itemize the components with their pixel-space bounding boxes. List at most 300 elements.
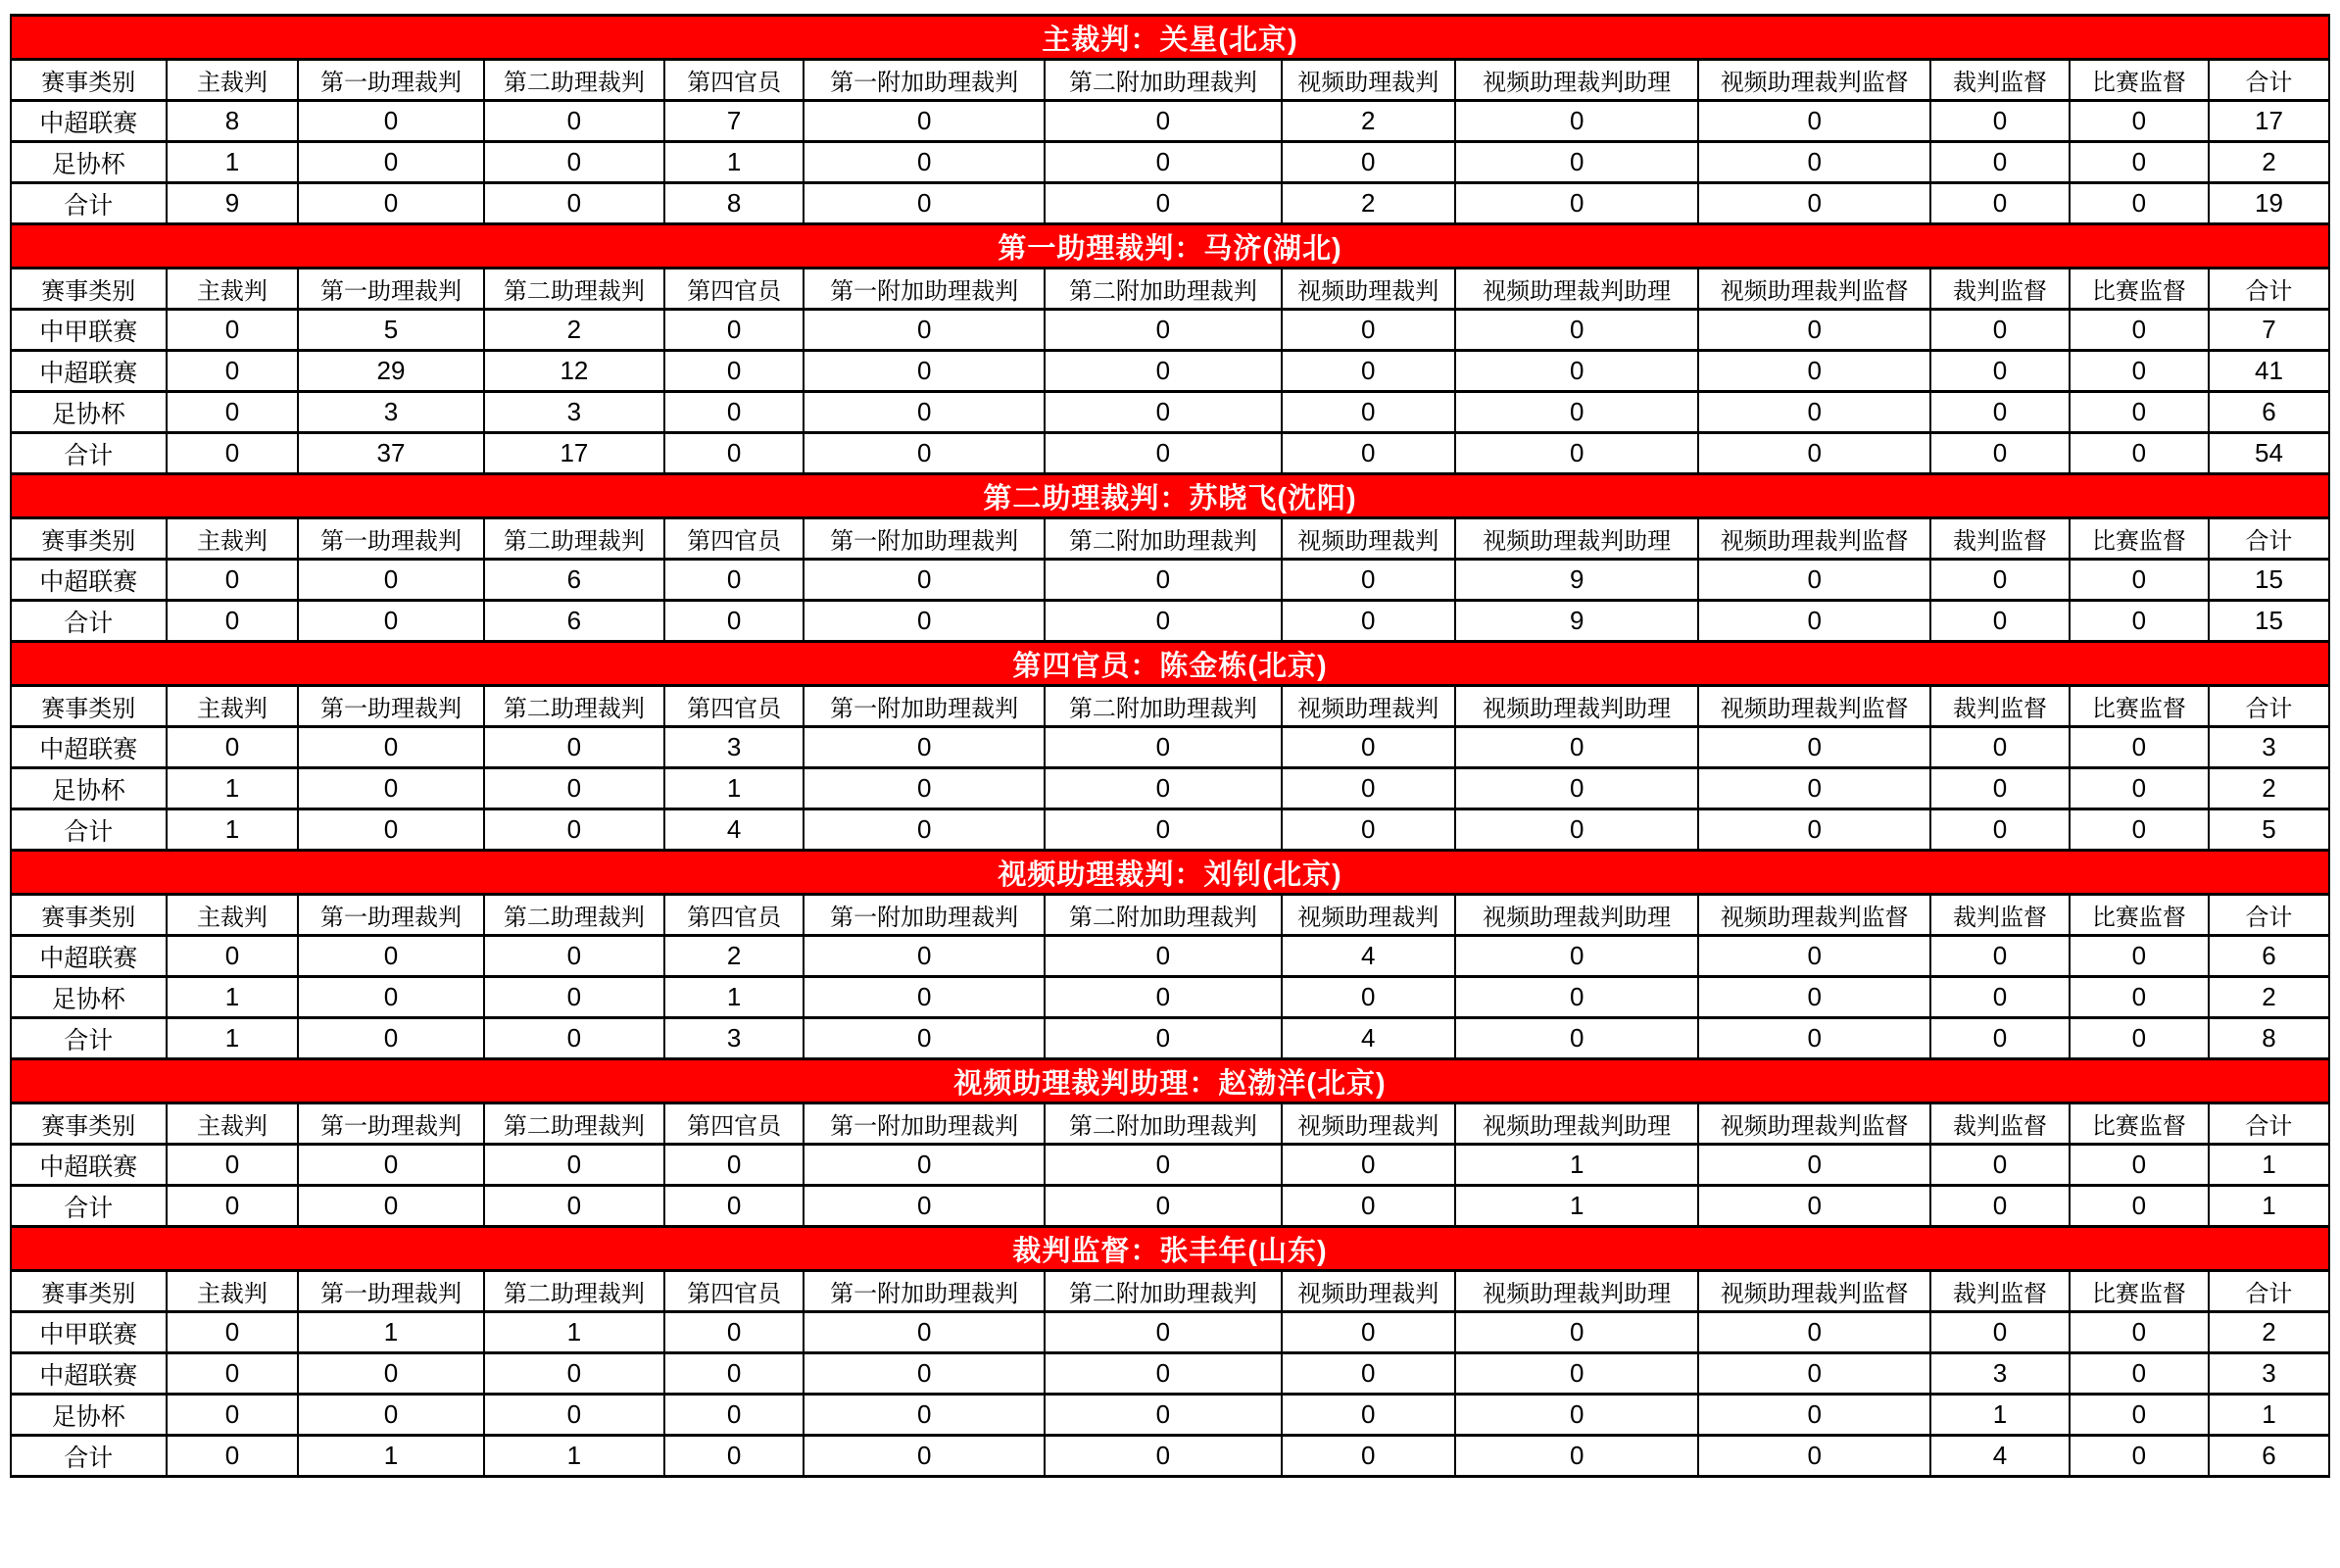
value-cell: 0 xyxy=(804,351,1045,392)
column-header: 视频助理裁判 xyxy=(1282,269,1455,310)
value-cell: 7 xyxy=(664,101,804,142)
value-cell: 3 xyxy=(2209,1353,2329,1395)
column-header: 视频助理裁判 xyxy=(1282,60,1455,101)
value-cell: 17 xyxy=(484,433,665,474)
section-title-row xyxy=(11,1227,2329,1271)
value-cell: 0 xyxy=(1282,310,1455,351)
value-cell: 0 xyxy=(2070,1312,2209,1353)
value-cell: 2 xyxy=(1282,183,1455,224)
value-cell: 0 xyxy=(484,727,665,768)
value-cell: 0 xyxy=(1930,1186,2070,1227)
value-cell: 5 xyxy=(2209,809,2329,851)
category-cell: 足协杯 xyxy=(11,392,167,433)
column-header: 第一附加助理裁判 xyxy=(804,60,1045,101)
value-cell: 0 xyxy=(484,977,665,1018)
value-cell: 0 xyxy=(1045,183,1281,224)
column-header: 赛事类别 xyxy=(11,269,167,310)
value-cell: 0 xyxy=(167,392,299,433)
value-cell: 0 xyxy=(1282,1186,1455,1227)
column-header: 第二附加助理裁判 xyxy=(1045,60,1281,101)
column-header: 比赛监督 xyxy=(2070,686,2209,727)
column-header: 第四官员 xyxy=(664,686,804,727)
category-cell: 中甲联赛 xyxy=(11,1312,167,1353)
value-cell: 0 xyxy=(1930,1018,2070,1059)
column-header: 第二助理裁判 xyxy=(484,269,665,310)
value-cell: 0 xyxy=(298,727,483,768)
value-cell: 0 xyxy=(298,560,483,601)
value-cell: 9 xyxy=(1455,560,1698,601)
column-header: 第二附加助理裁判 xyxy=(1045,1271,1281,1312)
category-cell: 中超联赛 xyxy=(11,727,167,768)
column-header: 合计 xyxy=(2209,895,2329,936)
category-cell: 合计 xyxy=(11,433,167,474)
value-cell: 0 xyxy=(804,727,1045,768)
value-cell: 0 xyxy=(1930,977,2070,1018)
value-cell: 0 xyxy=(1282,768,1455,809)
value-cell: 0 xyxy=(1455,977,1698,1018)
column-header: 视频助理裁判助理 xyxy=(1455,269,1698,310)
value-cell: 0 xyxy=(1698,1145,1930,1186)
value-cell: 1 xyxy=(167,1018,299,1059)
value-cell: 0 xyxy=(1282,142,1455,183)
column-header: 第二助理裁判 xyxy=(484,60,665,101)
value-cell: 0 xyxy=(2070,1018,2209,1059)
value-cell: 6 xyxy=(484,601,665,642)
value-cell: 0 xyxy=(664,392,804,433)
column-header: 比赛监督 xyxy=(2070,269,2209,310)
column-header: 视频助理裁判监督 xyxy=(1698,1271,1930,1312)
column-header: 第四官员 xyxy=(664,1103,804,1145)
column-header: 视频助理裁判助理 xyxy=(1455,686,1698,727)
value-cell: 0 xyxy=(804,936,1045,977)
column-header-row xyxy=(11,895,2329,936)
value-cell: 0 xyxy=(1282,1312,1455,1353)
value-cell: 0 xyxy=(1045,1145,1281,1186)
column-header: 第一附加助理裁判 xyxy=(804,518,1045,560)
value-cell: 0 xyxy=(1930,601,2070,642)
value-cell: 0 xyxy=(1282,601,1455,642)
value-cell: 0 xyxy=(804,1353,1045,1395)
category-cell: 中超联赛 xyxy=(11,1145,167,1186)
value-cell: 17 xyxy=(2209,101,2329,142)
column-header: 比赛监督 xyxy=(2070,1103,2209,1145)
column-header: 视频助理裁判助理 xyxy=(1455,1103,1698,1145)
value-cell: 0 xyxy=(804,560,1045,601)
value-cell: 0 xyxy=(167,727,299,768)
value-cell: 0 xyxy=(804,183,1045,224)
column-header: 赛事类别 xyxy=(11,686,167,727)
value-cell: 0 xyxy=(1455,351,1698,392)
value-cell: 0 xyxy=(1930,310,2070,351)
value-cell: 0 xyxy=(804,977,1045,1018)
column-header: 裁判监督 xyxy=(1930,686,2070,727)
section-title-row xyxy=(11,851,2329,895)
column-header: 第四官员 xyxy=(664,60,804,101)
value-cell: 1 xyxy=(484,1436,665,1477)
category-cell: 中超联赛 xyxy=(11,101,167,142)
value-cell: 0 xyxy=(1282,1395,1455,1436)
column-header: 第一助理裁判 xyxy=(298,895,483,936)
value-cell: 0 xyxy=(1698,101,1930,142)
value-cell: 0 xyxy=(2070,183,2209,224)
column-header: 视频助理裁判助理 xyxy=(1455,895,1698,936)
value-cell: 0 xyxy=(1045,936,1281,977)
value-cell: 3 xyxy=(298,392,483,433)
value-cell: 0 xyxy=(1455,1353,1698,1395)
column-header: 第一助理裁判 xyxy=(298,269,483,310)
table-row xyxy=(11,351,2329,392)
value-cell: 0 xyxy=(1282,1436,1455,1477)
value-cell: 3 xyxy=(664,1018,804,1059)
value-cell: 0 xyxy=(484,809,665,851)
value-cell: 0 xyxy=(664,601,804,642)
value-cell: 0 xyxy=(1698,727,1930,768)
value-cell: 0 xyxy=(1282,560,1455,601)
value-cell: 0 xyxy=(1930,142,2070,183)
value-cell: 0 xyxy=(1698,809,1930,851)
value-cell: 0 xyxy=(1045,768,1281,809)
column-header: 第四官员 xyxy=(664,895,804,936)
value-cell: 0 xyxy=(1455,727,1698,768)
value-cell: 0 xyxy=(2070,310,2209,351)
value-cell: 0 xyxy=(298,601,483,642)
value-cell: 0 xyxy=(298,768,483,809)
value-cell: 0 xyxy=(1282,809,1455,851)
value-cell: 3 xyxy=(664,727,804,768)
value-cell: 0 xyxy=(298,1145,483,1186)
column-header: 视频助理裁判监督 xyxy=(1698,686,1930,727)
column-header: 裁判监督 xyxy=(1930,1271,2070,1312)
table-row xyxy=(11,727,2329,768)
value-cell: 0 xyxy=(1455,392,1698,433)
value-cell: 0 xyxy=(167,1145,299,1186)
value-cell: 0 xyxy=(167,1312,299,1353)
value-cell: 0 xyxy=(1930,727,2070,768)
category-cell: 中甲联赛 xyxy=(11,310,167,351)
value-cell: 12 xyxy=(484,351,665,392)
value-cell: 0 xyxy=(1698,183,1930,224)
value-cell: 0 xyxy=(1698,936,1930,977)
value-cell: 0 xyxy=(2070,1186,2209,1227)
value-cell: 0 xyxy=(2070,392,2209,433)
value-cell: 0 xyxy=(1282,351,1455,392)
value-cell: 0 xyxy=(167,601,299,642)
value-cell: 1 xyxy=(167,809,299,851)
value-cell: 0 xyxy=(2070,768,2209,809)
column-header: 主裁判 xyxy=(167,269,299,310)
column-header: 第一助理裁判 xyxy=(298,60,483,101)
value-cell: 0 xyxy=(1045,142,1281,183)
column-header: 主裁判 xyxy=(167,895,299,936)
column-header: 主裁判 xyxy=(167,1103,299,1145)
value-cell: 0 xyxy=(1045,809,1281,851)
value-cell: 0 xyxy=(804,768,1045,809)
value-cell: 0 xyxy=(484,1395,665,1436)
section-title-row xyxy=(11,224,2329,269)
value-cell: 0 xyxy=(1930,183,2070,224)
column-header: 合计 xyxy=(2209,1103,2329,1145)
section-title: 第四官员：陈金栋(北京) xyxy=(11,642,2329,686)
value-cell: 3 xyxy=(1930,1353,2070,1395)
value-cell: 0 xyxy=(2070,560,2209,601)
value-cell: 0 xyxy=(1930,560,2070,601)
value-cell: 0 xyxy=(1045,601,1281,642)
value-cell: 0 xyxy=(484,1018,665,1059)
value-cell: 0 xyxy=(804,1186,1045,1227)
value-cell: 0 xyxy=(1455,1312,1698,1353)
table-row xyxy=(11,142,2329,183)
column-header: 视频助理裁判 xyxy=(1282,895,1455,936)
value-cell: 0 xyxy=(1045,392,1281,433)
value-cell: 0 xyxy=(804,809,1045,851)
table-row xyxy=(11,936,2329,977)
value-cell: 0 xyxy=(1045,1018,1281,1059)
column-header: 第一附加助理裁判 xyxy=(804,686,1045,727)
value-cell: 6 xyxy=(2209,1436,2329,1477)
value-cell: 0 xyxy=(1282,392,1455,433)
value-cell: 0 xyxy=(1455,142,1698,183)
section-title: 视频助理裁判助理：赵渤洋(北京) xyxy=(11,1059,2329,1103)
value-cell: 0 xyxy=(804,310,1045,351)
value-cell: 0 xyxy=(804,142,1045,183)
value-cell: 1 xyxy=(1455,1186,1698,1227)
value-cell: 0 xyxy=(1698,560,1930,601)
table-row xyxy=(11,433,2329,474)
value-cell: 0 xyxy=(804,433,1045,474)
value-cell: 6 xyxy=(484,560,665,601)
section-title-row xyxy=(11,474,2329,518)
category-cell: 中超联赛 xyxy=(11,351,167,392)
value-cell: 19 xyxy=(2209,183,2329,224)
value-cell: 0 xyxy=(664,560,804,601)
value-cell: 0 xyxy=(2070,1395,2209,1436)
value-cell: 0 xyxy=(1282,433,1455,474)
column-header: 主裁判 xyxy=(167,60,299,101)
referee-stats-table-body xyxy=(11,16,2329,1477)
value-cell: 0 xyxy=(1930,936,2070,977)
column-header: 视频助理裁判监督 xyxy=(1698,895,1930,936)
value-cell: 2 xyxy=(1282,101,1455,142)
column-header-row xyxy=(11,269,2329,310)
value-cell: 0 xyxy=(1282,977,1455,1018)
value-cell: 0 xyxy=(1455,183,1698,224)
column-header: 第二助理裁判 xyxy=(484,1103,665,1145)
column-header: 合计 xyxy=(2209,269,2329,310)
value-cell: 0 xyxy=(484,1145,665,1186)
column-header: 第二附加助理裁判 xyxy=(1045,1103,1281,1145)
value-cell: 0 xyxy=(298,1395,483,1436)
value-cell: 0 xyxy=(2070,1436,2209,1477)
value-cell: 0 xyxy=(484,768,665,809)
value-cell: 0 xyxy=(1698,433,1930,474)
column-header-row xyxy=(11,518,2329,560)
column-header: 合计 xyxy=(2209,686,2329,727)
value-cell: 0 xyxy=(1045,560,1281,601)
value-cell: 0 xyxy=(804,1312,1045,1353)
column-header: 视频助理裁判 xyxy=(1282,1103,1455,1145)
column-header: 第一助理裁判 xyxy=(298,686,483,727)
value-cell: 6 xyxy=(2209,936,2329,977)
value-cell: 1 xyxy=(1455,1145,1698,1186)
value-cell: 0 xyxy=(1455,310,1698,351)
value-cell: 2 xyxy=(2209,1312,2329,1353)
value-cell: 29 xyxy=(298,351,483,392)
value-cell: 0 xyxy=(2070,977,2209,1018)
value-cell: 0 xyxy=(664,1186,804,1227)
column-header-row xyxy=(11,686,2329,727)
category-cell: 足协杯 xyxy=(11,768,167,809)
column-header: 第二助理裁判 xyxy=(484,686,665,727)
column-header: 第一助理裁判 xyxy=(298,518,483,560)
column-header: 第一附加助理裁判 xyxy=(804,895,1045,936)
value-cell: 0 xyxy=(804,392,1045,433)
column-header: 主裁判 xyxy=(167,1271,299,1312)
value-cell: 0 xyxy=(2070,351,2209,392)
value-cell: 1 xyxy=(167,142,299,183)
section-title: 视频助理裁判：刘钊(北京) xyxy=(11,851,2329,895)
value-cell: 0 xyxy=(1455,936,1698,977)
value-cell: 3 xyxy=(2209,727,2329,768)
category-cell: 足协杯 xyxy=(11,1395,167,1436)
value-cell: 0 xyxy=(664,1436,804,1477)
section-title-row xyxy=(11,642,2329,686)
column-header: 主裁判 xyxy=(167,518,299,560)
column-header: 视频助理裁判 xyxy=(1282,1271,1455,1312)
table-row xyxy=(11,809,2329,851)
value-cell: 15 xyxy=(2209,601,2329,642)
value-cell: 0 xyxy=(664,351,804,392)
column-header: 裁判监督 xyxy=(1930,60,2070,101)
value-cell: 0 xyxy=(1045,1353,1281,1395)
section-title: 裁判监督：张丰年(山东) xyxy=(11,1227,2329,1271)
value-cell: 0 xyxy=(1930,1312,2070,1353)
column-header: 合计 xyxy=(2209,1271,2329,1312)
value-cell: 0 xyxy=(1698,1018,1930,1059)
value-cell: 0 xyxy=(1455,809,1698,851)
value-cell: 0 xyxy=(1455,1018,1698,1059)
value-cell: 0 xyxy=(484,183,665,224)
value-cell: 0 xyxy=(298,1353,483,1395)
category-cell: 合计 xyxy=(11,183,167,224)
column-header: 视频助理裁判监督 xyxy=(1698,1103,1930,1145)
table-row xyxy=(11,1145,2329,1186)
value-cell: 0 xyxy=(1698,977,1930,1018)
value-cell: 0 xyxy=(2070,936,2209,977)
table-row xyxy=(11,310,2329,351)
value-cell: 0 xyxy=(804,1395,1045,1436)
value-cell: 0 xyxy=(804,1436,1045,1477)
value-cell: 0 xyxy=(1045,1312,1281,1353)
category-cell: 中超联赛 xyxy=(11,936,167,977)
column-header: 视频助理裁判 xyxy=(1282,518,1455,560)
value-cell: 9 xyxy=(167,183,299,224)
value-cell: 37 xyxy=(298,433,483,474)
value-cell: 0 xyxy=(1930,1145,2070,1186)
column-header: 合计 xyxy=(2209,518,2329,560)
value-cell: 5 xyxy=(298,310,483,351)
value-cell: 2 xyxy=(2209,768,2329,809)
value-cell: 1 xyxy=(2209,1145,2329,1186)
value-cell: 0 xyxy=(664,433,804,474)
value-cell: 4 xyxy=(1930,1436,2070,1477)
value-cell: 4 xyxy=(1282,936,1455,977)
value-cell: 0 xyxy=(1455,768,1698,809)
value-cell: 1 xyxy=(167,768,299,809)
column-header: 比赛监督 xyxy=(2070,895,2209,936)
value-cell: 2 xyxy=(484,310,665,351)
column-header: 第二附加助理裁判 xyxy=(1045,269,1281,310)
value-cell: 0 xyxy=(298,101,483,142)
value-cell: 0 xyxy=(167,351,299,392)
value-cell: 0 xyxy=(1698,1312,1930,1353)
section-title: 第二助理裁判：苏晓飞(沈阳) xyxy=(11,474,2329,518)
value-cell: 3 xyxy=(484,392,665,433)
value-cell: 0 xyxy=(1045,101,1281,142)
category-cell: 合计 xyxy=(11,1436,167,1477)
value-cell: 15 xyxy=(2209,560,2329,601)
value-cell: 1 xyxy=(664,977,804,1018)
value-cell: 2 xyxy=(2209,977,2329,1018)
value-cell: 0 xyxy=(167,1436,299,1477)
value-cell: 0 xyxy=(298,1018,483,1059)
value-cell: 0 xyxy=(484,936,665,977)
value-cell: 1 xyxy=(484,1312,665,1353)
column-header: 裁判监督 xyxy=(1930,518,2070,560)
value-cell: 0 xyxy=(1698,392,1930,433)
value-cell: 0 xyxy=(804,1018,1045,1059)
value-cell: 0 xyxy=(664,1145,804,1186)
value-cell: 2 xyxy=(2209,142,2329,183)
column-header: 第一附加助理裁判 xyxy=(804,1103,1045,1145)
column-header: 第四官员 xyxy=(664,269,804,310)
value-cell: 0 xyxy=(2070,142,2209,183)
value-cell: 0 xyxy=(167,1395,299,1436)
column-header: 合计 xyxy=(2209,60,2329,101)
value-cell: 0 xyxy=(1698,310,1930,351)
value-cell: 0 xyxy=(1698,1353,1930,1395)
category-cell: 足协杯 xyxy=(11,977,167,1018)
value-cell: 0 xyxy=(167,1186,299,1227)
column-header: 视频助理裁判助理 xyxy=(1455,518,1698,560)
value-cell: 0 xyxy=(1698,142,1930,183)
value-cell: 2 xyxy=(664,936,804,977)
value-cell: 0 xyxy=(484,1186,665,1227)
column-header: 第一助理裁判 xyxy=(298,1271,483,1312)
value-cell: 0 xyxy=(1698,768,1930,809)
value-cell: 0 xyxy=(1455,1395,1698,1436)
value-cell: 0 xyxy=(804,601,1045,642)
column-header: 裁判监督 xyxy=(1930,1103,2070,1145)
category-cell: 合计 xyxy=(11,1186,167,1227)
value-cell: 0 xyxy=(1045,310,1281,351)
value-cell: 0 xyxy=(167,310,299,351)
column-header: 视频助理裁判监督 xyxy=(1698,518,1930,560)
value-cell: 0 xyxy=(1930,101,2070,142)
value-cell: 4 xyxy=(1282,1018,1455,1059)
value-cell: 0 xyxy=(167,936,299,977)
table-row xyxy=(11,1018,2329,1059)
section-title: 第一助理裁判：马济(湖北) xyxy=(11,224,2329,269)
column-header: 第二助理裁判 xyxy=(484,1271,665,1312)
category-cell: 合计 xyxy=(11,809,167,851)
column-header: 第一附加助理裁判 xyxy=(804,1271,1045,1312)
column-header: 比赛监督 xyxy=(2070,518,2209,560)
column-header: 第二附加助理裁判 xyxy=(1045,518,1281,560)
column-header: 第二附加助理裁判 xyxy=(1045,686,1281,727)
value-cell: 0 xyxy=(2070,101,2209,142)
column-header: 视频助理裁判监督 xyxy=(1698,60,1930,101)
value-cell: 0 xyxy=(2070,809,2209,851)
